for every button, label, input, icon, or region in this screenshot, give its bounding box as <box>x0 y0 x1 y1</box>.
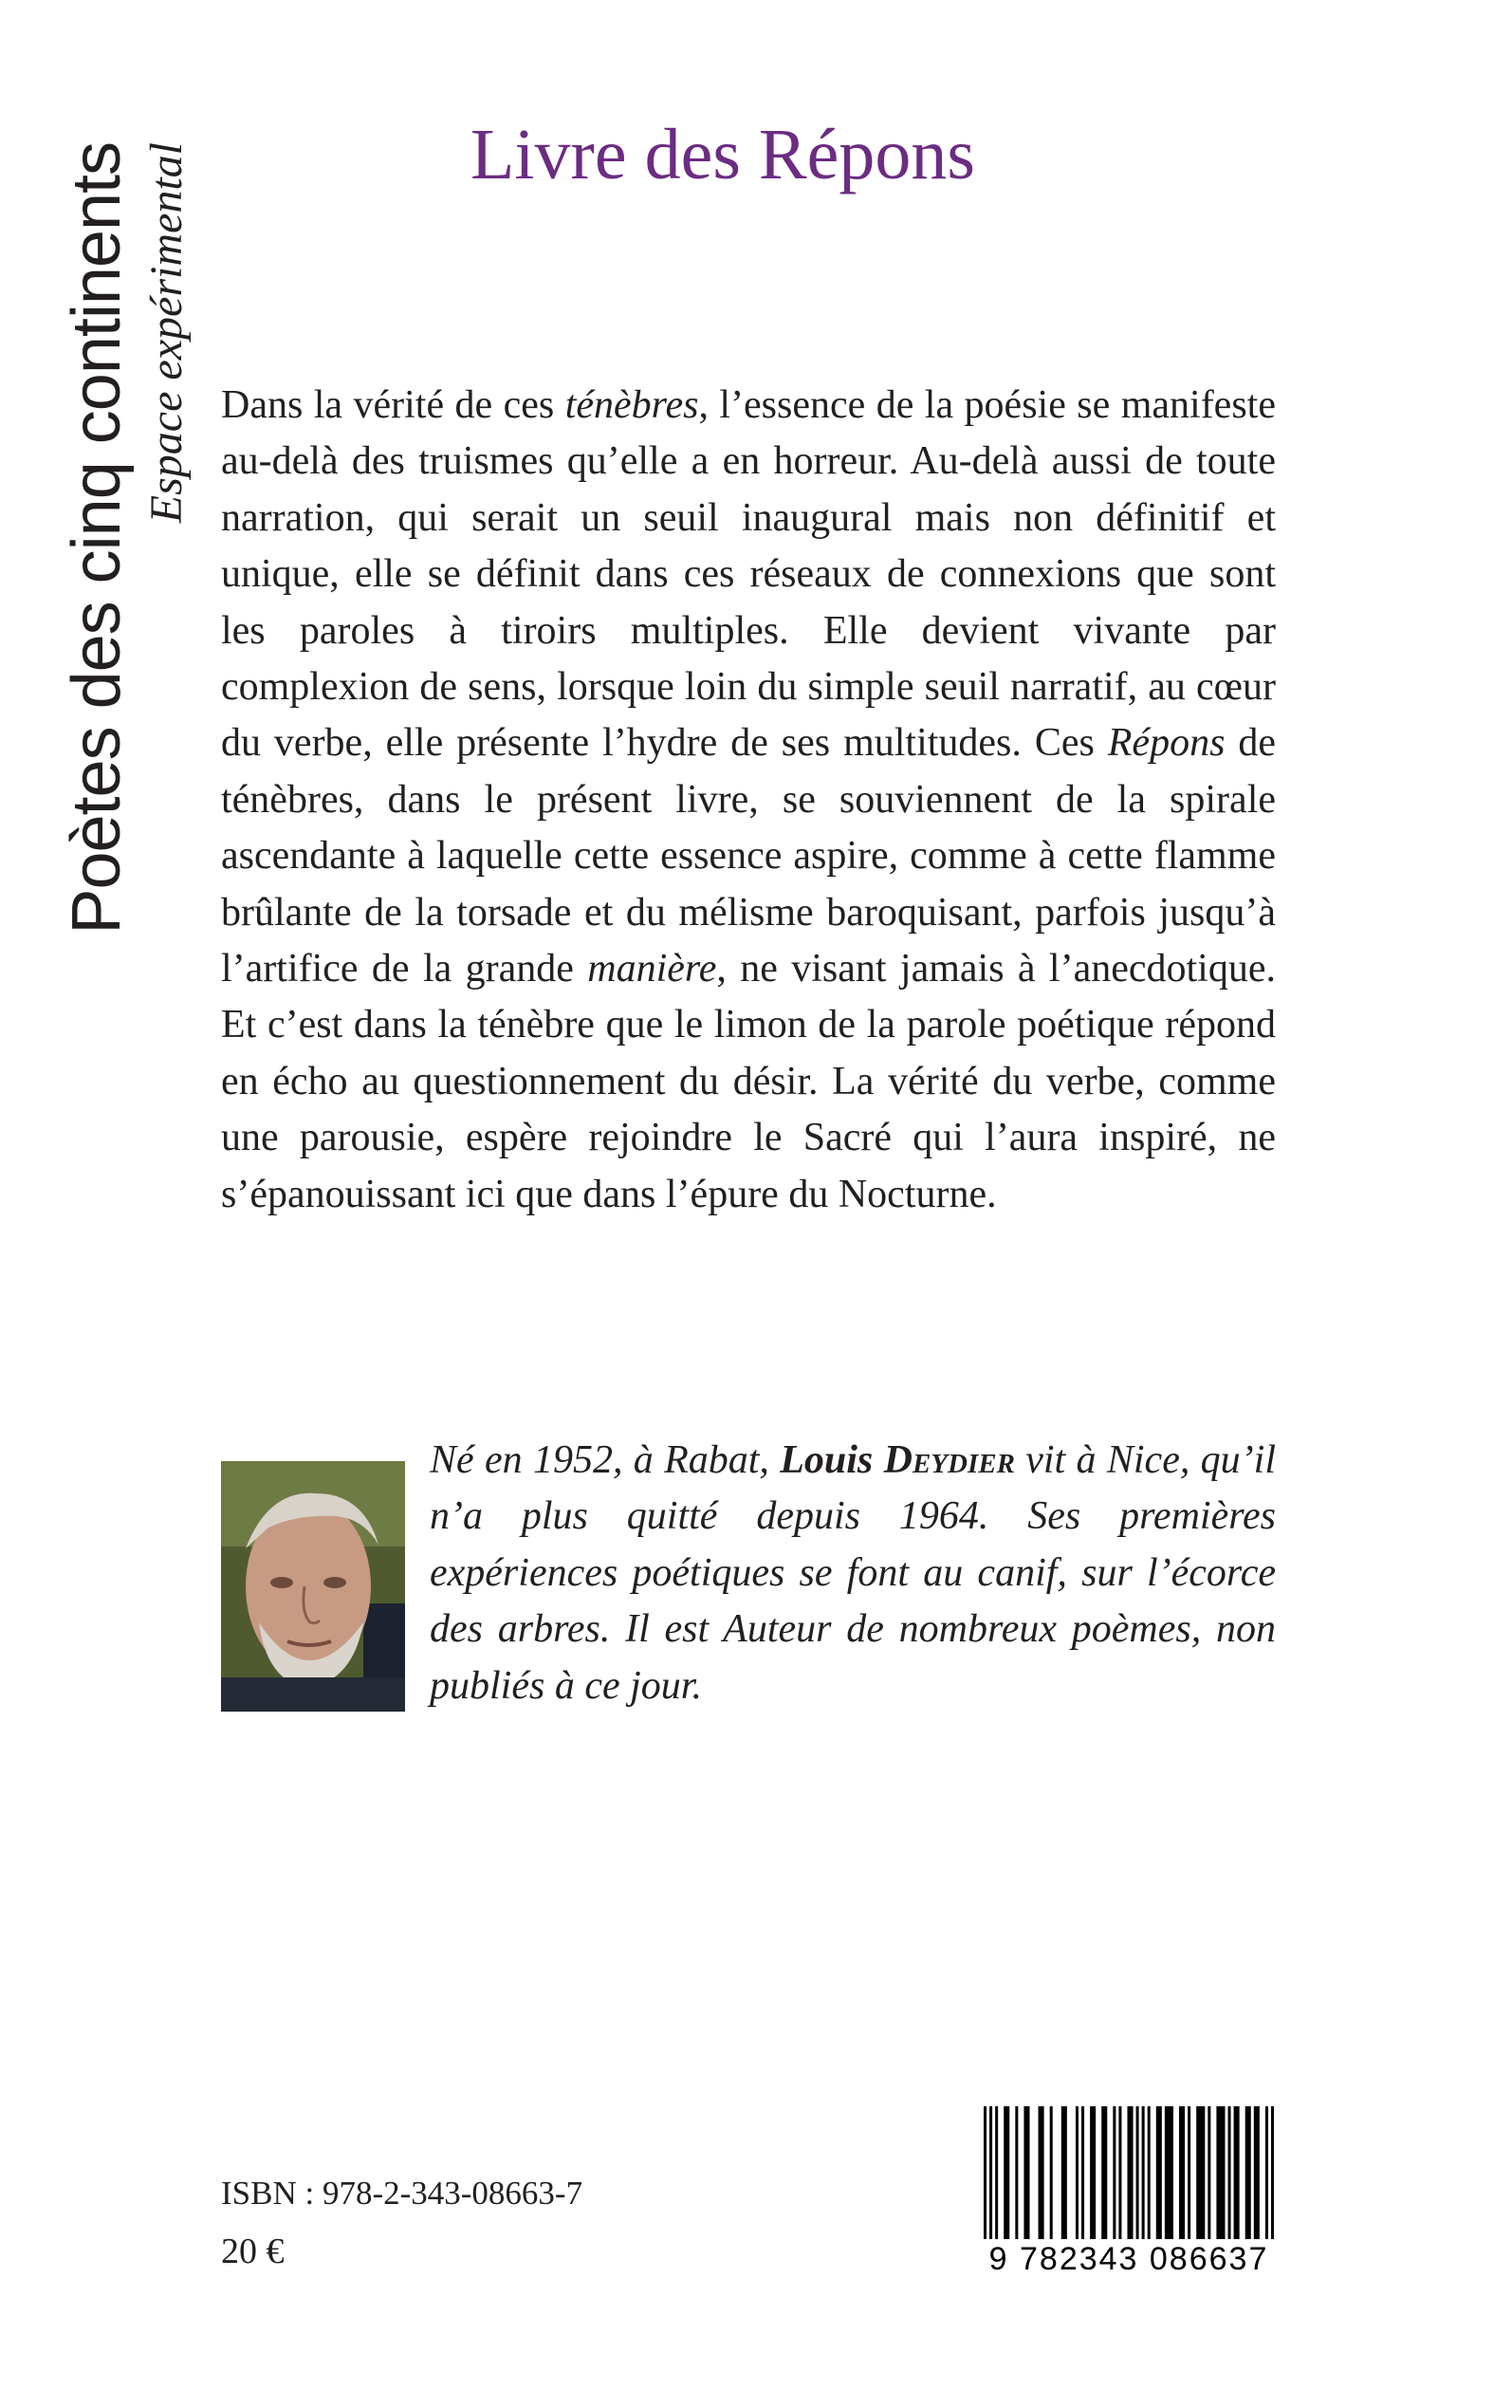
bio-text: vit à Nice, qu’il n’a plus quitté depuis 1964. Ses premières expériences poétiques se font au canif, sur l’écorce des arbres. Il est Auteur de nombreux poèmes, non publiés à ce jour. <box>430 1438 1276 1708</box>
barcode-bar <box>1004 2106 1009 2239</box>
barcode-bar <box>1245 2106 1251 2239</box>
author-bio <box>430 1433 1276 1714</box>
barcode-bar <box>1265 2106 1268 2239</box>
barcode-bars <box>981 2106 1277 2239</box>
blurb-italic: manière <box>587 947 717 991</box>
barcode-bar <box>1015 2106 1018 2239</box>
barcode-bar <box>1118 2106 1121 2239</box>
barcode-bar <box>1165 2106 1173 2239</box>
author-photo <box>221 1461 405 1712</box>
blurb-text: Dans la vérité de ces <box>221 383 565 427</box>
series-name: Poètes des cinq continents <box>59 142 135 935</box>
author-name <box>780 1438 1015 1482</box>
series-subtitle: Espace expérimental <box>141 142 192 524</box>
barcode-bar <box>1216 2106 1225 2239</box>
barcode-bar <box>1061 2106 1067 2239</box>
barcode-bar <box>1076 2106 1079 2239</box>
price: 20 € <box>221 2232 285 2271</box>
barcode-bar <box>1179 2106 1185 2239</box>
blurb-italic: ténèbres <box>564 383 699 427</box>
barcode-bar <box>1090 2106 1096 2239</box>
barcode-bar <box>1136 2106 1139 2239</box>
barcode-bar <box>1188 2106 1190 2239</box>
spine-label <box>55 142 192 958</box>
barcode-bar <box>989 2106 992 2239</box>
author-last-name: Deydier <box>883 1438 1015 1482</box>
blurb-italic: Répons <box>1107 721 1226 766</box>
barcode-bar <box>1081 2106 1084 2239</box>
barcode-bar <box>1127 2106 1133 2239</box>
blurb-text: , l’essence de la poésie se manifeste au-delà des truismes qu’elle a en horreur. Au-delà aussi de toute narration, qui serait un seuil inaugural mais non définitif et unique, elle se définit dans ces réseaux de connexions que sont les paroles à tiroirs multiples. Elle devient vivante par complexion de sens, lorsque loin du simple seuil narratif, au cœur du verbe, elle présente l’hydre de ses multitudes. Ces <box>221 383 1276 766</box>
blurb-text: de ténèbres, dans le présent livre, se souviennent de la spirale ascendante à laquelle cette essence aspire, comme à cette flamme brûlante de la torsade et du mélisme baroquisant, parfois jusqu’à l’artifice de la grande <box>221 721 1276 991</box>
book-title: Livre des Répons <box>470 115 975 194</box>
barcode-bar <box>1254 2106 1260 2239</box>
barcode-bar <box>1234 2106 1240 2239</box>
back-cover-blurb <box>221 378 1276 1223</box>
barcode-bar <box>1142 2106 1145 2239</box>
author-portrait-image <box>221 1461 405 1712</box>
barcode-bar <box>1148 2106 1151 2239</box>
bio-text: Né en 1952, à Rabat, <box>430 1438 781 1482</box>
barcode-bar <box>1023 2106 1029 2239</box>
barcode-bar <box>1196 2106 1205 2239</box>
barcode-bar <box>1208 2106 1210 2239</box>
barcode-digits: 9 782343 086637 <box>988 2241 1269 2277</box>
barcode-bar <box>1113 2106 1116 2239</box>
barcode-bar <box>1101 2106 1107 2239</box>
barcode-bar <box>1156 2106 1162 2239</box>
blurb-text: , ne visant jamais à l’anecdotique. Et c’est dans la ténèbre que le limon de la parole poétique répond en écho au questionnement du désir. La vérité du verbe, comme une parousie, espère rejoindre le Sacré qui l’aura inspiré, ne s’épanouissant ici que dans l’épure du Nocturne. <box>221 947 1276 1216</box>
barcode-bar <box>1271 2106 1274 2239</box>
isbn-number: ISBN : 978-2-343-08663-7 <box>221 2175 583 2212</box>
author-first-name: Louis <box>780 1438 874 1482</box>
barcode <box>981 2106 1277 2275</box>
barcode-bar <box>984 2106 986 2239</box>
barcode-bar <box>995 2106 998 2239</box>
barcode-bar <box>1228 2106 1231 2239</box>
barcode-bar <box>1039 2106 1044 2239</box>
barcode-bar <box>1050 2106 1053 2239</box>
